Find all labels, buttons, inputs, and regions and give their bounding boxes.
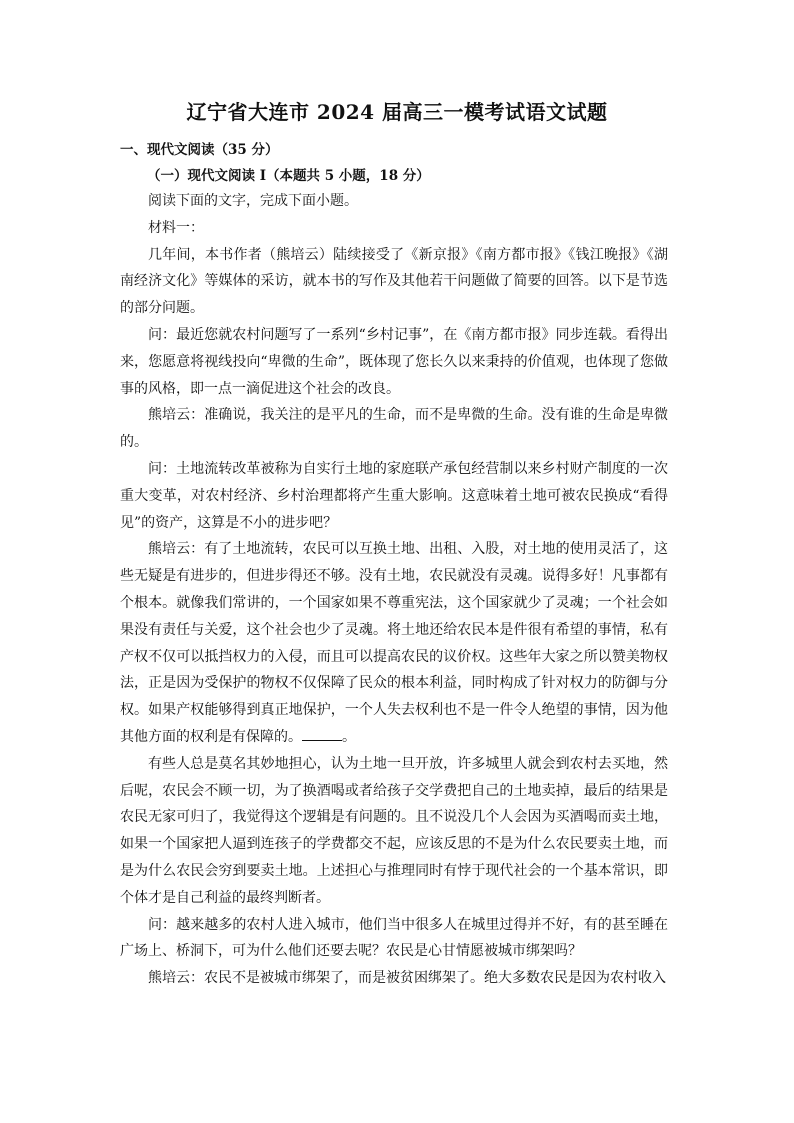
document-title: 辽宁省大连市 2024 届高三一模考试语文试题 bbox=[186, 100, 608, 124]
passage-body bbox=[120, 188, 668, 992]
passage-paragraph-with-blank bbox=[120, 536, 668, 750]
passage-paragraph: 熊培云：农民不是被城市绑架了，而是被贫困绑架了。绝大多数农民是因为农村收入 bbox=[148, 970, 666, 987]
blank-tail: 。 bbox=[342, 728, 356, 745]
section-heading: 一、现代文阅读（35 分） bbox=[120, 142, 279, 158]
passage-paragraph: 有些人总是莫名其妙地担心，认为土地一旦开放，许多城里人就会到农村去买地，然后呢，农民会不顾一切，为了换酒喝或者给孩子交学费把自己的土地卖掉，最后的结果是农民无家可归了，我觉得这个逻辑是有问题的。且不说没几个人会因为买酒喝而卖土地，如果一个国家把人逼到连孩子的学费都交不起，应该反思的不是为什么农民要卖土地，而是为什么农民会穷到要卖土地。上述担心与推理同时有悖于现代社会的一个基本常识，即个体才是自己利益的最终判断者。 bbox=[120, 755, 668, 906]
passage-paragraph: 问：越来越多的农村人进入城市，他们当中很多人在城里过得并不好，有的甚至睡在广场上、桥洞下，可为什么他们还要去呢？农民是心甘情愿被城市绑架吗？ bbox=[120, 916, 668, 960]
instruction-paragraph: 阅读下面的文字，完成下面小题。 bbox=[148, 193, 358, 209]
answer-blank bbox=[302, 739, 342, 741]
passage-paragraph: 几年间，本书作者（熊培云）陆续接受了《新京报》《南方都市报》《钱江晚报》《湖南经济文化》等媒体的采访，就本书的写作及其他若干问题做了简要的回答。以下是节选的部分问题。 bbox=[120, 246, 668, 317]
passage-paragraph: 问：最近您就农村问题写了一系列“乡村记事”，在《南方都市报》同步连载。看得出来，您愿意将视线投向“卑微的生命”，既体现了您长久以来秉持的价值观，也体现了您做事的风格，即一点一滴促进这个社会的改良。 bbox=[120, 326, 668, 397]
passage-text: 熊培云：有了土地流转，农民可以互换土地、出租、入股，对土地的使用灵活了，这些无疑是有进步的，但进步得还不够。没有土地，农民就没有灵魂。说得多好！凡事都有个根本。就像我们常讲的，一个国家如果不尊重宪法，这个国家就少了灵魂；一个社会如果没有责任与关爱，这个社会也少了灵魂。将土地还给农民本是件很有希望的事情，私有产权不仅可以抵挡权力的入侵，而且可以提高农民的议价权。这些年大家之所以赞美物权法，正是因为受保护的物权不仅保障了民众的根本利益，同时构成了针对权力的防御与分权。如果产权能够得到真正地保护，一个人失去权利也不是一件令人绝望的事情，因为他其他方面的权利是有保障的。 bbox=[120, 541, 668, 745]
subsection-heading: （一）现代文阅读 I（本题共 5 小题，18 分） bbox=[147, 168, 430, 184]
passage-paragraph: 问：土地流转改革被称为自实行土地的家庭联产承包经营制以来乡村财产制度的一次重大变革，对农村经济、乡村治理都将产生重大影响。这意味着土地可被农民换成“看得见”的资产，这算是不小的进步吧？ bbox=[120, 460, 668, 531]
passage-paragraph: 熊培云：准确说，我关注的是平凡的生命，而不是卑微的生命。没有谁的生命是卑微的。 bbox=[120, 407, 668, 451]
material-label: 材料一： bbox=[148, 219, 204, 236]
